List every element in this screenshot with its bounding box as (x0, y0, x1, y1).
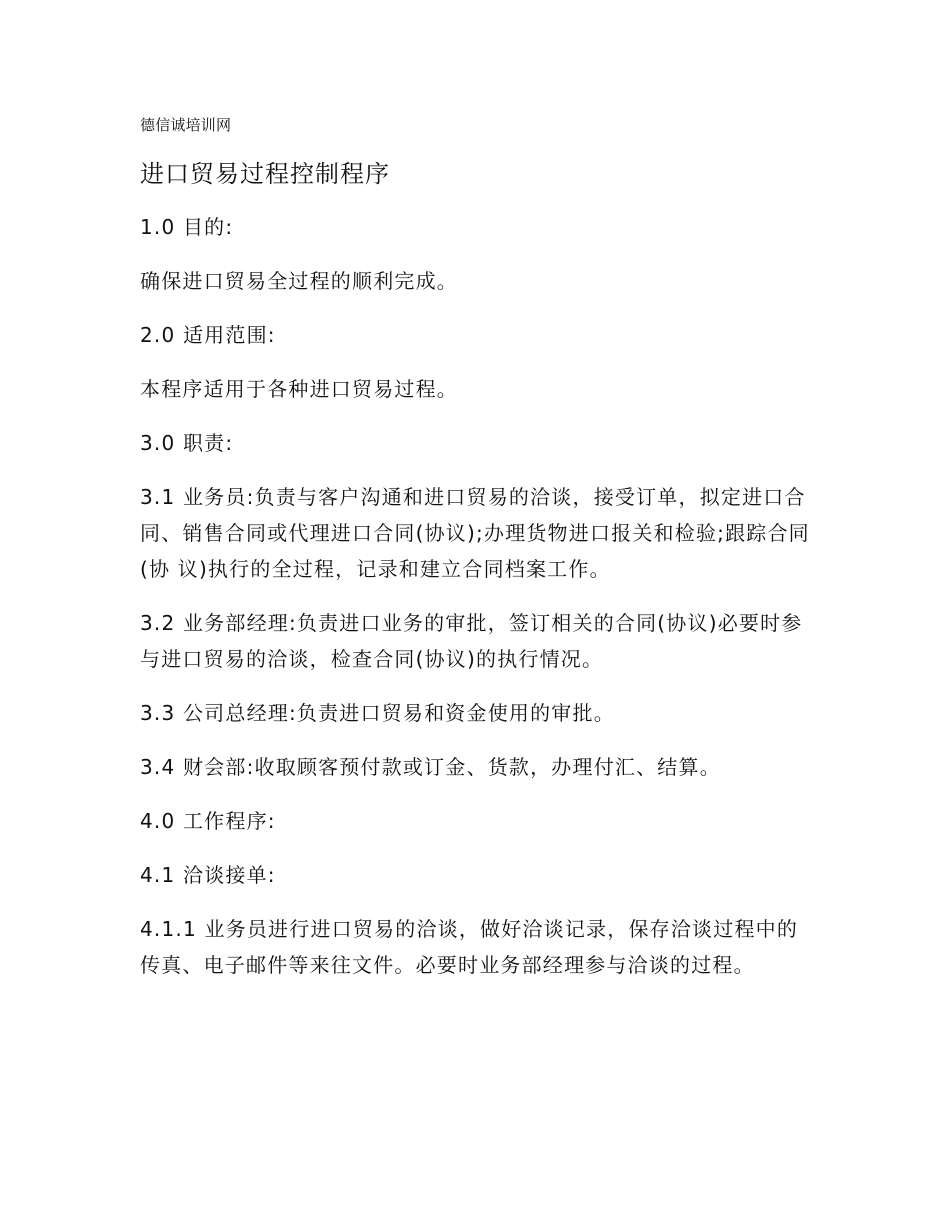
paragraph-purpose: 确保进口贸易全过程的顺利完成。 (140, 269, 458, 293)
paragraph-responsibility-general-manager: 3.3 公司总经理:负责进口贸易和资金使用的审批。 (140, 701, 615, 725)
section-heading-responsibilities: 3.0 职责: (140, 431, 234, 455)
section-heading-procedure: 4.0 工作程序: (140, 809, 276, 833)
document-title: 进口贸易过程控制程序 (140, 160, 390, 188)
subsection-heading-negotiation: 4.1 洽谈接单: (140, 863, 276, 887)
section-heading-purpose: 1.0 目的: (140, 215, 234, 239)
document-body (140, 112, 815, 1001)
paragraph-responsibility-finance: 3.4 财会部:收取顾客预付款或订金、货款，办理付汇、结算。 (140, 755, 721, 779)
paragraph-responsibility-sales-manager: 3.2 业务部经理:负责进口业务的审批，签订相关的合同(协议)必要时参与进口贸易的洽谈，检查合同(协议)的执行情况。 (140, 611, 803, 671)
paragraph-scope: 本程序适用于各种进口贸易过程。 (140, 377, 458, 401)
paragraph-negotiation-detail: 4.1.1 业务员进行进口贸易的洽谈，做好洽谈记录，保存洽谈过程中的传真、电子邮件等来往文件。必要时业务部经理参与洽谈的过程。 (140, 917, 799, 977)
section-heading-scope: 2.0 适用范围: (140, 323, 276, 347)
paragraph-responsibility-salesperson: 3.1 业务员:负责与客户沟通和进口贸易的洽谈，接受订单，拟定进口合同、销售合同或代理进口合同(协议);办理货物进口报关和检验;跟踪合同(协 议)执行的全过程，记录和建立合同档案工作。 (140, 485, 810, 581)
site-name: 德信诚培训网 (140, 116, 232, 134)
